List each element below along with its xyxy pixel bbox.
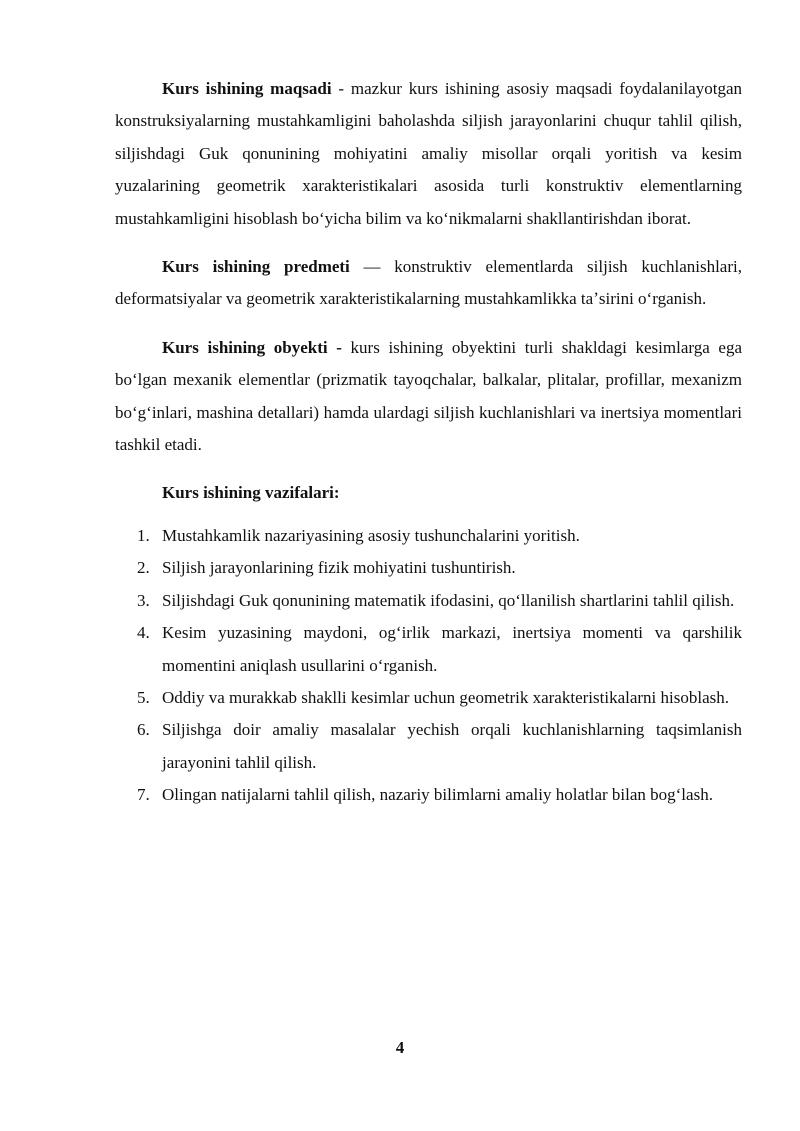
list-item [115,520,742,552]
paragraph-subject-lead: Kurs ishining predmeti [162,257,350,277]
page-content [115,73,742,812]
list-item [115,682,742,714]
list-item-text: Oddiy va murakkab shaklli kesimlar uchun geometrik xarakteristikalarni hisoblash. [162,687,729,707]
paragraph-object [115,332,742,462]
tasks-list [115,520,742,812]
list-item-number: 4. [137,623,150,643]
list-item [115,585,742,617]
list-item-number: 5. [137,687,150,707]
list-item-number: 3. [137,590,150,610]
paragraph-goal-lead: Kurs ishining maqsadi [162,79,332,98]
list-item-text: Olingan natijalarni tahlil qilish, nazariy bilimlarni amaliy holatlar bilan bogʻlash. [162,785,713,805]
page-number: 4 [395,1038,405,1057]
tasks-heading: Kurs ishining vazifalari: [162,483,340,503]
list-item [115,714,742,779]
list-item-text: Siljishdagi Guk qonunining matematik ifodasini, qoʻllanilish shartlarini tahlil qilish. [162,590,735,610]
list-item [115,552,742,584]
list-item-number: 7. [137,785,150,805]
paragraph-subject [115,251,742,316]
paragraph-goal [115,73,742,235]
paragraph-object-lead: Kurs ishining obyekti - [162,337,342,357]
list-item-number: 6. [137,720,150,740]
list-item-number: 1. [137,525,150,545]
list-item-text: Siljishga doir amaliy masalalar yechish orqali kuchlanishlarning taqsimlanish jarayonini tahlil qilish. [162,720,742,772]
paragraph-subject-text: — konstruktiv elementlarda siljish kuchlanishlari, deformatsiyalar va geometrik xarakteristikalarning mustahkamlikka taʼsirini oʻrganish. [115,257,742,309]
list-item-number: 2. [137,558,150,578]
paragraph-goal-text: - mazkur kurs ishining asosiy maqsadi foydalanilayotgan konstruksiyalarning mustahkamligini baholashda siljish jarayonlarini chuqur tahlil qilish, siljishdagi Guk qonunining mohiyatini amaliy misollar orqali yoritish va kesim yuzalarining geometrik xarakteristikalari asosida turli konstruktiv elementlarning mustahkamligini hisoblash boʻyicha bilim va koʻnikmalarni shakllantirishdan iborat. [115,79,742,228]
paragraph-object-text: kurs ishining obyektini turli shakldagi kesimlarga ega boʻlgan mexanik elementlar (prizmatik tayoqchalar, balkalar, plitalar, profillar, mexanizm boʻgʻinlari, mashina detallari) hamda ulardagi siljish kuchlanishlari va inertsiya momentlari tashkil etadi. [115,337,742,455]
list-item-text: Mustahkamlik nazariyasining asosiy tushunchalarini yoritish. [162,525,580,545]
list-item-text: Siljish jarayonlarining fizik mohiyatini tushuntirish. [162,558,516,578]
list-item [115,617,742,682]
list-item-text: Kesim yuzasining maydoni, ogʻirlik markazi, inertsiya momenti va qarshilik momentini aniqlash usullarini oʻrganish. [162,623,742,675]
list-item [115,779,742,811]
